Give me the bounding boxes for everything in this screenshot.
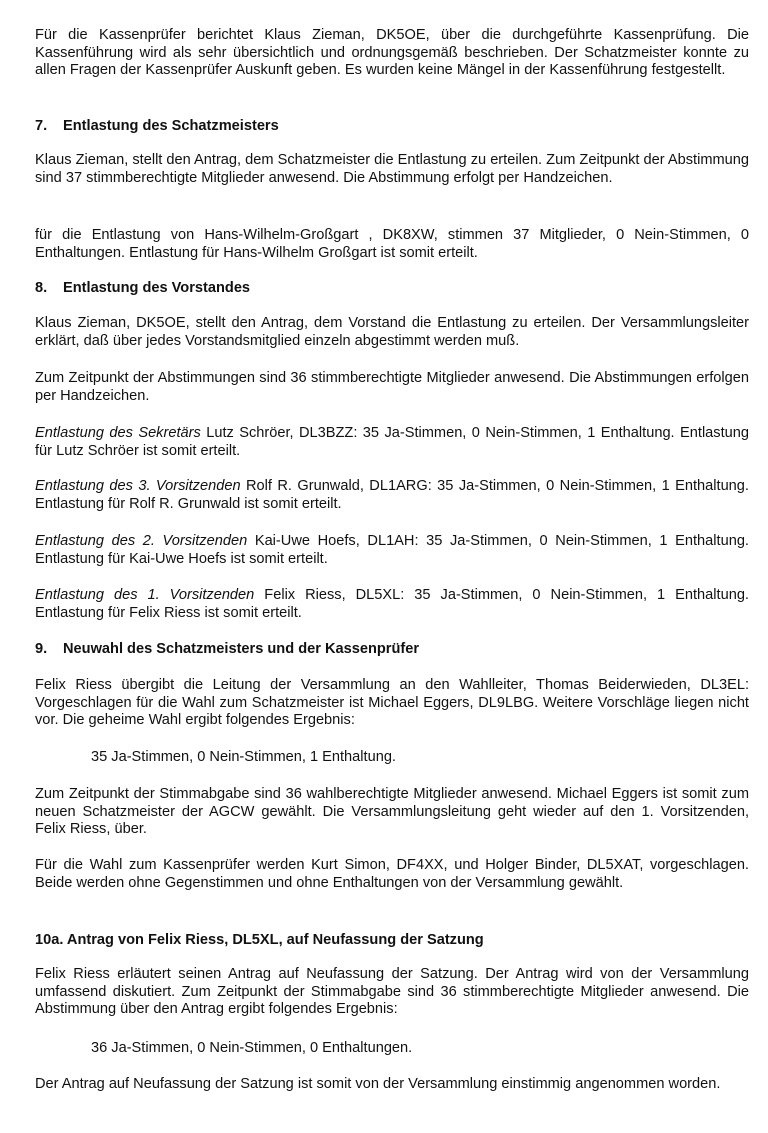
treasurer-election-result: 35 Ja-Stimmen, 0 Nein-Stimmen, 1 Enthaltung.: [91, 749, 396, 765]
discharge-third-chair-text: Rolf R. Grunwald, DL1ARG: 35 Ja-Stimmen, 0 Nein-Stimmen, 1 Enthaltung. Entlastung für Rolf R. Grunwald ist somit erteilt.: [35, 478, 749, 512]
section-8-heading: [35, 280, 749, 298]
discharge-secretary-label: Entlastung des Sekretärs: [35, 425, 201, 441]
discharge-third-chair-label: Entlastung des 3. Vorsitzenden: [35, 478, 241, 494]
paragraph-board-vote-attendance: Zum Zeitpunkt der Abstimmungen sind 36 stimmberechtigte Mitglieder anwesend. Die Abstimmungen erfolgen per Handzeichen.: [35, 370, 749, 404]
discharge-secretary: [35, 425, 749, 460]
paragraph-board-discharge-motion: Klaus Zieman, DK5OE, stellt den Antrag, dem Vorstand die Entlastung zu erteilen. Der Versammlungsleiter erklärt, daß über jedes Vorstandsmitglied einzeln abgestimmt werden muß.: [35, 315, 749, 349]
discharge-second-chair-text: Kai-Uwe Hoefs, DL1AH: 35 Ja-Stimmen, 0 Nein-Stimmen, 1 Enthaltung. Entlastung für Kai-Uwe Hoefs ist somit erteilt.: [35, 533, 749, 567]
section-8-number: 8.: [35, 280, 48, 296]
paragraph-cash-audit-report: Für die Kassenprüfer berichtet Klaus Zieman, DK5OE, über die durchgeführte Kassenprüfung. Die Kassenführung wird als sehr übersichtlich und ordnungsgemäß beschrieben. Der Schatzmeister konnte zu allen Fragen der Kassenprüfer Auskunft geben. Es wurden keine Mängel in der Kassenführung festgestellt.: [35, 27, 749, 78]
statute-vote-result: 36 Ja-Stimmen, 0 Nein-Stimmen, 0 Enthaltungen.: [91, 1040, 413, 1056]
section-7-number: 7.: [35, 118, 48, 134]
paragraph-treasurer-election: Felix Riess übergibt die Leitung der Versammlung an den Wahlleiter, Thomas Beiderwieden, DL3EL: Vorgeschlagen für die Wahl zum Schatzmeister ist Michael Eggers, DL9LBG. Weitere Vorschläge liegen nicht vor. Die geheime Wahl ergibt folgendes Ergebnis:: [35, 677, 749, 728]
section-9-heading: [35, 641, 749, 659]
section-9-title: Neuwahl des Schatzmeisters und der Kassenprüfer: [63, 641, 420, 657]
discharge-second-chair-label: Entlastung des 2. Vorsitzenden: [35, 533, 248, 549]
discharge-first-chair-text: Felix Riess, DL5XL: 35 Ja-Stimmen, 0 Nein-Stimmen, 1 Enthaltung. Entlastung für Felix Riess ist somit erteilt.: [35, 587, 749, 621]
paragraph-treasurer-discharge-motion: Klaus Zieman, stellt den Antrag, dem Schatzmeister die Entlastung zu erteilen. Zum Zeitpunkt der Abstimmung sind 37 stimmberechtigte Mitglieder anwesend. Die Abstimmung erfolgt per Handzeichen.: [35, 152, 749, 186]
section-7-heading: [35, 118, 749, 136]
section-8-title: Entlastung des Vorstandes: [63, 280, 251, 296]
section-9-number: 9.: [35, 641, 48, 657]
section-10a-heading: 10a. Antrag von Felix Riess, DL5XL, auf Neufassung der Satzung: [35, 932, 484, 948]
discharge-second-chair: [35, 533, 749, 568]
paragraph-statute-motion: Felix Riess erläutert seinen Antrag auf Neufassung der Satzung. Der Antrag wird von der Versammlung umfassend diskutiert. Zum Zeitpunkt der Stimmabgabe sind 36 stimmberechtigte Mitglieder anwesend. Die Abstimmung über den Antrag ergibt folgendes Ergebnis:: [35, 966, 749, 1017]
paragraph-statute-adopted: Der Antrag auf Neufassung der Satzung ist somit von der Versammlung einstimmig angenommen worden.: [35, 1076, 721, 1092]
discharge-secretary-text: Lutz Schröer, DL3BZZ: 35 Ja-Stimmen, 0 Nein-Stimmen, 1 Enthaltung. Entlastung für Lutz Schröer ist somit erteilt.: [35, 425, 750, 459]
paragraph-auditor-election: Für die Wahl zum Kassenprüfer werden Kurt Simon, DF4XX, und Holger Binder, DL5XAT, vorgeschlagen. Beide werden ohne Gegenstimmen und ohne Enthaltungen von der Versammlung gewählt.: [35, 857, 749, 891]
discharge-first-chair: [35, 587, 749, 622]
discharge-third-chair: [35, 478, 749, 513]
discharge-first-chair-label: Entlastung des 1. Vorsitzenden: [35, 587, 255, 603]
paragraph-treasurer-elected: Zum Zeitpunkt der Stimmabgabe sind 36 wahlberechtigte Mitglieder anwesend. Michael Eggers ist somit zum neuen Schatzmeister der AGCW gewählt. Die Versammlungsleitung geht wieder auf den 1. Vorsitzenden, Felix Riess, über.: [35, 786, 749, 837]
section-7-title: Entlastung des Schatzmeisters: [63, 118, 279, 134]
paragraph-treasurer-discharge-result: für die Entlastung von Hans-Wilhelm-Großgart , DK8XW, stimmen 37 Mitglieder, 0 Nein-Stimmen, 0 Enthaltungen. Entlastung für Hans-Wilhelm Großgart ist somit erteilt.: [35, 227, 749, 261]
